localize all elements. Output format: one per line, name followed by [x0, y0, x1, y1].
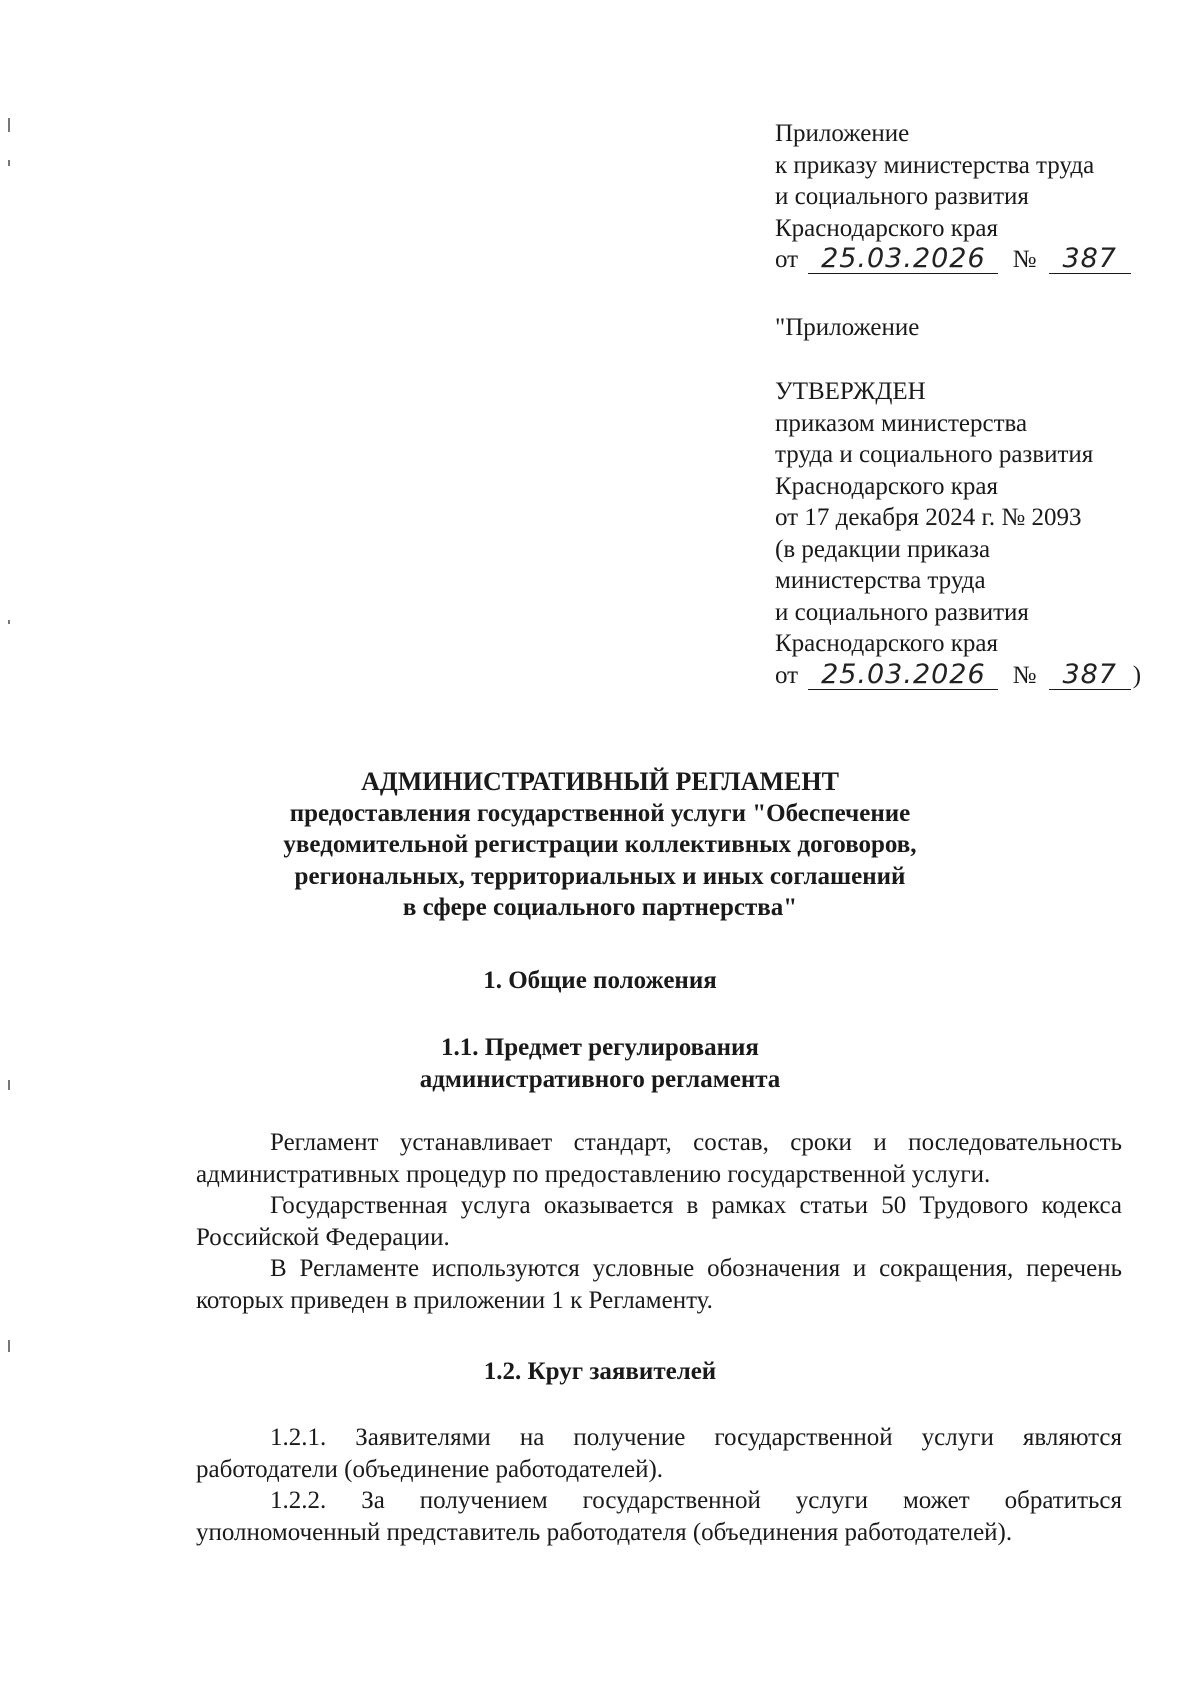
approval-line: министерства труда	[775, 567, 986, 594]
paragraph: В Регламенте используются условные обозначения и сокращения, перечень которых приведен в приложении 1 к Регламенту.	[196, 1255, 1122, 1314]
section-title: административного регламента	[419, 1065, 781, 1093]
section-1-2-body	[196, 1422, 1122, 1548]
approval-line: труда и социального развития	[775, 441, 1094, 468]
appendix-line: Приложение	[775, 120, 910, 147]
title-line: уведомительной регистрации коллективных договоров,	[283, 831, 917, 858]
approval-line: Краснодарского края	[775, 630, 998, 657]
document-title	[0, 766, 1200, 924]
approval-line: приказом министерства	[775, 409, 1028, 437]
handwritten-number: 387	[1049, 661, 1131, 690]
approval-block	[775, 312, 919, 344]
approved-block	[775, 376, 1141, 691]
title-line: предоставления государственной услуги "Обеспечение	[289, 799, 911, 827]
quoted-appendix-title: "Приложение	[775, 314, 920, 341]
paragraph: 1.2.1. Заявителями на получение государственной услуги являются работодатели (объединение работодателей).	[196, 1424, 1122, 1483]
handwritten-date: 25.03.2026	[808, 661, 998, 690]
title-line: региональных, территориальных и иных соглашений	[294, 862, 906, 890]
paragraph: Регламент устанавливает стандарт, состав, сроки и последовательность административных процедур по предоставлению государственной услуги.	[196, 1129, 1122, 1188]
scan-mark	[8, 620, 10, 624]
title-main: АДМИНИСТРАТИВНЫЙ РЕГЛАМЕНТ	[361, 767, 839, 796]
appendix-line: и социального развития	[775, 183, 1029, 210]
closing-paren: )	[1132, 661, 1142, 689]
appendix-signature-line	[775, 244, 1131, 276]
section-heading-1-2	[0, 1356, 1200, 1388]
title-line: в сфере социального партнерства"	[402, 894, 798, 921]
approval-line: (в редакции приказа	[775, 535, 991, 563]
date-prefix: от	[775, 661, 799, 689]
number-sign: №	[1012, 246, 1037, 273]
approval-line: и социального развития	[775, 598, 1029, 626]
date-prefix: от	[775, 246, 799, 273]
approval-line: Краснодарского края	[775, 472, 998, 500]
approved-label: УТВЕРЖДЕН	[775, 378, 926, 405]
scan-mark	[8, 1340, 10, 1352]
paragraph: Государственная услуга оказывается в рамках статьи 50 Трудового кодекса Российской Федерации.	[196, 1192, 1122, 1251]
section-title: 1.2. Круг заявителей	[483, 1358, 717, 1385]
number-sign: №	[1012, 661, 1037, 689]
appendix-line: Краснодарского края	[775, 214, 998, 242]
section-title: 1. Общие положения	[483, 967, 717, 994]
handwritten-date: 25.03.2026	[808, 245, 998, 274]
approval-signature-line	[775, 660, 1141, 692]
scan-mark	[8, 118, 10, 132]
approval-line: от 17 декабря 2024 г. № 2093	[775, 504, 1082, 531]
section-heading-1-1	[0, 1032, 1200, 1095]
appendix-line: к приказу министерства труда	[775, 151, 1095, 179]
paragraph: 1.2.2. За получением государственной услуги может обратиться уполномоченный представитель работодателя (объединения работодателей).	[196, 1487, 1122, 1546]
scan-mark	[8, 160, 10, 166]
handwritten-number: 387	[1049, 245, 1131, 274]
section-title: 1.1. Предмет регулирования	[441, 1034, 759, 1061]
section-heading-1	[0, 965, 1200, 997]
appendix-block	[775, 118, 1131, 276]
section-1-1-body	[196, 1127, 1122, 1316]
